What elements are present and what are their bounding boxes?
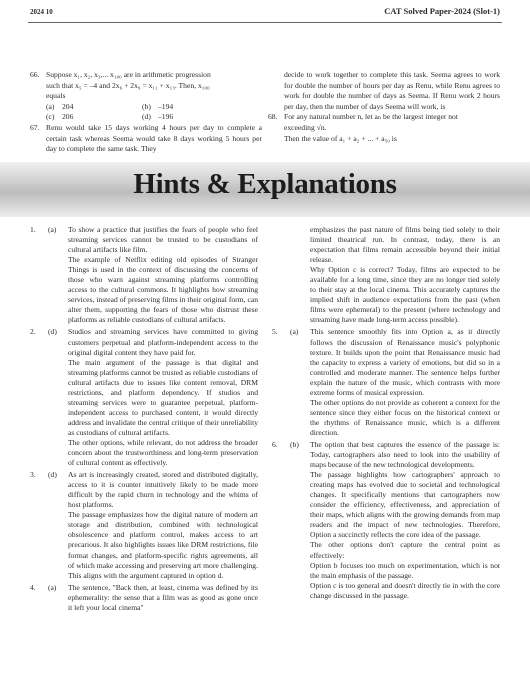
option-label: (a) — [46, 101, 55, 111]
explanations-left-column — [30, 225, 258, 613]
answer-4 — [30, 583, 258, 613]
question-text-line: equals — [46, 91, 66, 101]
answer-paragraph: Option c is too general and doesn't directly tie in with the core change discussed in the passage. — [310, 580, 500, 600]
option-value: 206 — [62, 112, 74, 122]
answer-choice: (a) — [48, 582, 57, 592]
answer-number: 4. — [30, 582, 36, 592]
answer-paragraph: To show a practice that justifies the fears of people who feel streaming services cannot be trusted to be custodians of cultural artifacts like film. — [68, 225, 258, 255]
answer-paragraph: As art is increasingly created, stored and distributed digitally, access to it is counter intuitively likely to be made more difficult by the rapid churn in technology and the whims of host platforms. — [68, 470, 258, 510]
answer-number: 3. — [30, 470, 36, 480]
options-q66 — [46, 102, 262, 123]
explanations-right-column — [272, 225, 500, 601]
answer-paragraph: The other options, while relevant, do not address the broader concern about the trustworthiness and long-term preservation of cultural content as effectively. — [68, 437, 258, 468]
answer-2 — [30, 327, 258, 357]
question-67-continued: decide to work together to complete this task. Seema agrees to work for double the number of hours per day as Renu, while Renu agrees to work for double the number of days as Seema. If Renu work 2 hours per day, then the number of days Seema will work, is — [284, 70, 500, 111]
header-rule — [28, 22, 502, 23]
answer-paragraph: This sentence smoothly fits into Option a, as it directly follows the discussion of Renaissance music's polyphonic texture. It builds upon the point that Renaissance music had the capacity to express a variety of emotions, but did so in a controlled and moderate manner. The sentence helps further explain the nature of the music, which contrasts with more extreme forms of musical expression. — [310, 327, 500, 397]
questions-right-column — [268, 70, 500, 144]
questions-left-column — [30, 70, 262, 155]
answer-paragraph: The sentence, "Back then, at least, cinema was defined by its ephemerality: the sense that a film was as good as gone once it left your local cinema" — [68, 582, 258, 612]
answer-number: 2. — [30, 327, 36, 337]
answer-choice: (a) — [48, 225, 57, 234]
question-text-line: exceeding √n. — [284, 122, 327, 132]
answer-paragraph: The other options do not provide as coherent a context for the sentence since they either focus on the historical context or the rhythms of Renaissance music, which is a different direction. — [310, 397, 500, 437]
option-label: (c) — [46, 112, 55, 122]
page-header — [0, 0, 530, 26]
question-number: 66. — [30, 70, 40, 79]
answer-paragraph: emphasizes the past nature of films being tied solely to their limited theatrical run. In contrast, today, there is an expectation that films remain accessible beyond their initial release. — [310, 225, 500, 265]
option-value: –196 — [158, 112, 174, 122]
question-text-line: For any natural number n, let aₙ be the largest integer not — [284, 112, 458, 122]
question-number: 68. — [268, 112, 278, 122]
answer-paragraph: Option b focuses too much on experimentation, which is not the main emphasis of the passage. — [310, 560, 500, 580]
section-title: Hints & Explanations — [133, 168, 397, 200]
answer-paragraph: The option that best captures the essence of the passage is: Today, cartographers also need to look into the usability of maps because of the new technological developments. — [310, 439, 500, 470]
paper-title: CAT Solved Paper-2024 (Slot-1) — [384, 6, 500, 16]
answer-5 — [272, 327, 500, 397]
question-68 — [268, 112, 500, 144]
question-number: 67. — [30, 122, 40, 132]
section-banner — [0, 162, 530, 217]
option-value: –194 — [158, 101, 174, 111]
answer-3 — [30, 470, 258, 510]
option-value: 204 — [62, 101, 74, 111]
answer-paragraph: The passage emphasizes how the digital nature of modern art storage and distribution, combined with technological obsolescence and platform control, makes access to art precarious. It also highlights issues like DRM restrictions, file format changes, and platform-specific rights agreements, all of which make accessing and preserving art more challenging. This aligns with the argument captured in option d. — [68, 510, 258, 580]
answer-choice: (d) — [48, 470, 57, 480]
option-label: (b) — [142, 101, 151, 111]
answer-choice: (d) — [48, 327, 57, 337]
answer-paragraph: Why Option c is correct? Today, films are expected to be available for a long time, since they are no longer tied solely to their stay at the local cinema. This accurately captures the implied shift in audience expectations from the past (when films were ephemeral) to the present (where technology and streaming have made long-term access possible). — [310, 265, 500, 325]
question-67 — [30, 123, 262, 155]
question-text-line: such that x₅ = –4 and 2x₆ + 2x₉ = x₁₁ + x₁₃. Then, x₁₀₀ — [46, 80, 210, 90]
answer-paragraph: The main argument of the passage is that digital and streaming platforms cannot be trusted as reliable custodians of cultural artifacts due to issues like content removal, DRM restrictions, and platform dependency. If studios and streaming services were to guarantee perpetual, platform-independent access to purchased content, it would directly address and invalidate the central critique of their unreliability as custodians of cultural artifacts. — [68, 357, 258, 437]
question-66 — [30, 70, 262, 102]
answer-paragraph: Studios and streaming services have committed to giving customers perpetual and platform-independent access to the original digital content they have paid for. — [68, 327, 258, 357]
answer-choice: (b) — [290, 439, 299, 449]
answer-number: 5. — [272, 327, 278, 337]
answer-choice: (a) — [290, 327, 299, 337]
answer-number: 6. — [272, 439, 278, 449]
answer-number: 1. — [30, 225, 36, 234]
answer-paragraph: The other options don't capture the central point as effectively: — [310, 540, 500, 560]
answer-paragraph: The passage highlights how cartographers' approach to creating maps has evolved due to societal and technological changes. It specifically mentions that cartographers now consider the efficiency, effectiveness, and appreciation of their maps, which aligns with the growing demands from map readers and the impact of new technologies. Therefore, Option a succinctly reflects the core idea of the passage. — [310, 470, 500, 540]
page-number: 2024 10 — [30, 8, 53, 16]
answer-1 — [30, 225, 258, 255]
option-label: (d) — [142, 112, 151, 122]
question-text-line: Then the value of a₁ + a₂ + ... + a₅₀ is — [284, 133, 397, 143]
question-text-line: Suppose x₁, x₂, x₃,... x₁₀₀ are in arithmetic progression — [46, 70, 211, 79]
answer-6 — [272, 440, 500, 470]
answer-paragraph: The example of Netflix editing old episodes of Stranger Things is used in the context of discussing the concerns of those who warn against streaming platforms controlling access to the cultural commons. It highlights how streaming services, instead of preserving films in their original form, can alter them, supporting the fears of those who distrust these platforms as reliable custodians of cultural artifacts. — [68, 255, 258, 325]
question-text: Renu would take 15 days working 4 hours per day to complete a certain task whereas Seema would take 8 days working 5 hours per day to complete the same task. They — [46, 122, 262, 154]
